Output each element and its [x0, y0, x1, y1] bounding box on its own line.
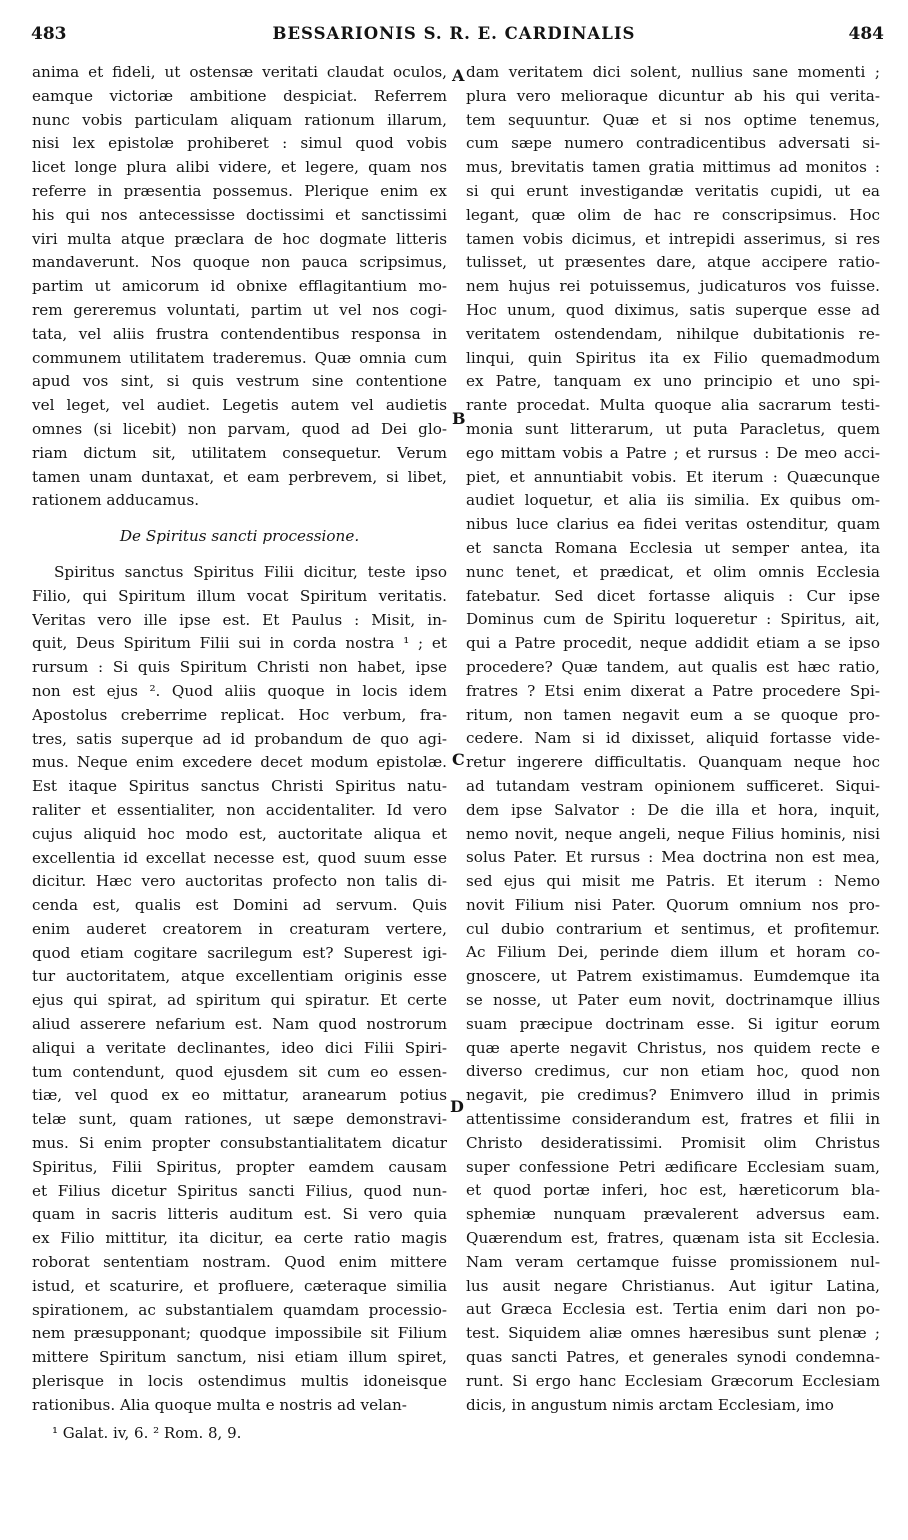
text-line: retur ingerere difficultatis. Quanquam neque hoc — [466, 753, 880, 772]
text-line: cenda est, qualis est Domini ad servum. Quis — [32, 896, 447, 915]
text-line: tamen unam duntaxat, et eam perbrevem, si libet, — [32, 467, 447, 486]
text-line: raliter et essentialiter, non accidentaliter. Id vero — [32, 800, 447, 819]
text-line: audiet loquetur, et alia iis similia. Ex quibus om- — [466, 491, 880, 510]
text-line: qui a Patre procedit, neque addidit etiam a se ipso — [466, 634, 880, 653]
text-line: tulisset, ut præsentes dare, atque accipere ratio- — [466, 253, 880, 272]
text-line: tem sequuntur. Quæ et si nos optime tenemus, — [466, 110, 880, 129]
text-line: attentissime considerandum est, fratres et filii in — [466, 1110, 880, 1129]
text-line: Ac Filium Dei, perinde diem illum et horam co- — [466, 943, 880, 962]
text-line: fratres ? Etsi enim dixerat a Patre procedere Spi- — [466, 681, 880, 700]
text-line: linqui, quin Spiritus ita ex Filio quemadmodum — [466, 348, 880, 367]
text-line: rursum : Si quis Spiritum Christi non habet, ipse — [32, 658, 447, 677]
text-line: referre in præsentia possemus. Plerique enim ex — [32, 181, 447, 200]
text-line: Spiritus, Filii Spiritus, propter eamdem causam — [32, 1157, 447, 1176]
text-line: tum contendunt, quod ejusdem sit cum eo essen- — [32, 1062, 447, 1081]
text-line: Christo desideratissimi. Promisit olim Christus — [466, 1133, 880, 1152]
text-line: aliqui a veritate declinantes, ideo dici Filii Spiri- — [32, 1038, 447, 1057]
right-page-number: 484 — [848, 24, 884, 44]
text-line: roborat sententiam nostram. Quod enim mittere — [32, 1253, 447, 1272]
text-line: suam præcipue doctrinam esse. Si igitur eorum — [466, 1014, 880, 1033]
text-line: vel leget, vel audiet. Legetis autem vel audietis — [32, 396, 447, 415]
text-line: eamque victoriæ ambitione despiciat. Referrem — [32, 86, 447, 105]
text-line: quas sancti Patres, et generales synodi condemna- — [466, 1348, 880, 1367]
text-line: et quod portæ inferi, hoc est, hæreticorum bla- — [466, 1181, 880, 1200]
text-line: quæ aperte negavit Christus, nos quidem recte e — [466, 1038, 880, 1057]
text-line: ego mittam vobis a Patre ; et rursus : De meo acci- — [466, 443, 880, 462]
text-line: et sancta Romana Ecclesia ut semper antea, ita — [466, 538, 880, 557]
margin-marker-d: D — [450, 1097, 464, 1116]
text-line — [32, 549, 447, 561]
text-line: quod etiam cogitare sacrilegum est? Superest igi- — [32, 943, 447, 962]
text-line: ad tutandam vestram opinionem sufficeret. Siqui- — [466, 776, 880, 795]
text-line: dem ipse Salvator : De die illa et hora, inquit, — [466, 800, 880, 819]
text-line: enim auderet creatorem in creaturam vertere, — [32, 919, 447, 938]
text-line: Hoc unum, quod diximus, satis superque esse ad — [466, 300, 880, 319]
text-line: communem utilitatem traderemus. Quæ omnia cum — [32, 348, 447, 367]
text-line: veritatem ostendendam, nihilque dubitationis re- — [466, 324, 880, 343]
text-line: nemo novit, neque angeli, neque Filius hominis, nisi — [466, 824, 880, 843]
text-line: his qui nos antecessisse doctissimi et sanctissimi — [32, 205, 447, 224]
text-line: omnes (si licebit) non parvam, quod ad Dei glo- — [32, 419, 447, 438]
text-line: Filio, qui Spiritum illum vocat Spiritum veritatis. — [32, 586, 447, 605]
text-line: ex Filio mittitur, ita dicitur, ea certe ratio magis — [32, 1229, 447, 1248]
text-line: aut Græca Ecclesia est. Tertia enim dari non po- — [466, 1300, 880, 1319]
text-line: Veritas vero ille ipse est. Et Paulus : Misit, in- — [32, 610, 447, 629]
running-title: BESSARIONIS S. R. E. CARDINALIS — [272, 24, 636, 43]
text-line: ex Patre, tanquam ex uno principio et uno spi- — [466, 372, 880, 391]
text-line: cedere. Nam si id dixisset, aliquid fortasse vide- — [466, 729, 880, 748]
text-line: anima et fideli, ut ostensæ veritati claudat oculos, — [32, 63, 447, 81]
text-line: tiæ, vel quod ex eo mittatur, aranearum potius — [32, 1086, 447, 1105]
text-line: cum sæpe numero contradicentibus adversati si- — [466, 134, 880, 153]
text-line: nem præsupponant; quodque impossibile sit Filium — [32, 1324, 447, 1343]
text-line: Nam veram certamque fuisse promissionem nul- — [466, 1252, 880, 1271]
text-line: plerisque in locis ostendimus multis idoneisque — [32, 1372, 447, 1391]
text-line: nunc vobis particulam aliquam rationum illarum, — [32, 110, 447, 129]
text-line: test. Siquidem aliæ omnes hæresibus sunt plenæ ; — [466, 1324, 880, 1343]
text-line: solus Pater. Et rursus : Mea doctrina non est mea, — [466, 848, 880, 867]
text-line: mus, brevitatis tamen gratia mittimus ad monitos : — [466, 158, 880, 177]
text-line: tres, satis superque ad id probandum de quo agi- — [32, 729, 447, 748]
text-line: monia sunt litterarum, ut puta Paracletus, quem — [466, 419, 880, 438]
text-line: rationibus. Alia quoque multa e nostris ad velan- — [32, 1395, 407, 1414]
text-line: diverso credimus, cur non etiam hoc, quod non — [466, 1062, 880, 1081]
right-column — [466, 61, 880, 1417]
text-line: ejus qui spirat, ad spiritum qui spiratur. Et certe — [32, 991, 447, 1010]
text-line: plura vero melioraque dicuntur ab his qui verita- — [466, 86, 880, 105]
text-line: super confessione Petri ædificare Ecclesiam suam, — [466, 1157, 880, 1176]
margin-marker-b: B — [452, 409, 466, 428]
text-line: rationem adducamus. — [32, 491, 200, 510]
text-line: Apostolus creberrime replicat. Hoc verbum, fra- — [32, 705, 447, 724]
text-line: piet, et annuntiabit vobis. Et iterum : Quæcunque — [466, 467, 880, 486]
text-line: dicis, in angustum nimis arctam Ecclesiam, imo — [466, 1395, 834, 1414]
text-line: Dominus cum de Spiritu loqueretur : Spiritus, ait, — [466, 610, 880, 629]
text-line: Spiritus sanctus Spiritus Filii dicitur, teste ipso — [54, 562, 447, 581]
text-line: istud, et scaturire, et profluere, cæteraque similia — [32, 1276, 447, 1295]
text-line: nisi lex epistolæ prohiberet : simul quod vobis — [32, 134, 447, 153]
text-line: fatebatur. Sed dicet fortasse aliquis : Cur ipse — [466, 586, 880, 605]
text-line: sphemiæ nunquam prævalerent adversus eam. — [466, 1205, 880, 1224]
text-line: dicitur. Hæc vero auctoritas profecto non talis di- — [32, 872, 447, 891]
text-line: runt. Si ergo hanc Ecclesiam Græcorum Ecclesiam — [466, 1371, 880, 1390]
text-line: Est itaque Spiritus sanctus Christi Spiritus natu- — [32, 777, 447, 796]
text-line: dam veritatem dici solent, nullius sane momenti ; — [466, 63, 880, 81]
text-line: tata, vel aliis frustra contendentibus responsa in — [32, 324, 447, 343]
text-line: ritum, non tamen negavit eum a se quoque pro- — [466, 705, 880, 724]
text-line: nem hujus rei potuissemus, judicaturos vos fuisse. — [466, 277, 880, 296]
text-line: quam in sacris litteris auditum est. Si vero quia — [32, 1205, 447, 1224]
text-line: De Spiritus sancti processione. — [119, 527, 360, 546]
margin-marker-a: A — [452, 66, 465, 85]
text-line: rante procedat. Multa quoque alia sacrarum testi- — [466, 396, 880, 415]
text-line: excellentia id excellat necesse est, quod suum esse — [32, 848, 447, 867]
text-line: tamen vobis dicimus, et intrepidi asserimus, si res — [466, 229, 880, 248]
text-line: aliud asserere nefarium est. Nam quod nostrorum — [32, 1015, 447, 1034]
text-line: tur auctoritatem, atque excellentiam originis esse — [32, 967, 447, 986]
text-line: sed ejus qui misit me Patris. Et iterum : Nemo — [466, 872, 880, 891]
text-line: nibus luce clarius ea fidei veritas ostenditur, quam — [466, 515, 880, 534]
text-line: partim ut amicorum id obnixe efflagitantium mo- — [32, 277, 447, 296]
text-line: si qui erunt investigandæ veritatis cupidi, ut ea — [466, 181, 880, 200]
footnote: ¹ Galat. iv, 6. ² Rom. 8, 9. — [52, 1424, 242, 1442]
text-line: cul dubio contrarium et sentimus, et profitemur. — [466, 919, 880, 938]
text-line: mittere Spiritum sanctum, nisi etiam illum spiret, — [32, 1348, 447, 1367]
margin-marker-c: C — [452, 750, 465, 769]
text-line: se nosse, ut Pater eum novit, doctrinamque illius — [466, 991, 880, 1010]
text-line: cujus aliquid hoc modo est, auctoritate aliqua et — [32, 824, 447, 843]
text-line: quit, Deus Spiritum Filii sui in corda nostra ¹ ; et — [32, 634, 447, 653]
text-line: riam dictum sit, utilitatem consequetur. Verum — [32, 443, 447, 462]
text-line: et Filius dicetur Spiritus sancti Filius, quod nun- — [32, 1181, 447, 1200]
text-line: lus ausit negare Christianus. Aut igitur Latina, — [466, 1276, 880, 1295]
text-line: non est ejus ². Quod aliis quoque in locis idem — [32, 681, 447, 700]
text-line: telæ sunt, quam rationes, ut sæpe demonstravi- — [32, 1110, 447, 1129]
text-line: gnoscere, ut Patrem existimamus. Eumdemque ita — [466, 967, 880, 986]
text-line: mus. Si enim propter consubstantialitatem dicatur — [32, 1134, 447, 1153]
text-line: mandaverunt. Nos quoque non pauca scripsimus, — [32, 253, 447, 272]
text-line: legant, quæ olim de hac re conscripsimus. Hoc — [466, 205, 880, 224]
text-line — [32, 513, 447, 525]
text-line: novit Filium nisi Pater. Quorum omnium nos pro- — [466, 895, 880, 914]
text-line: negavit, pie credimus? Enimvero illud in primis — [466, 1086, 880, 1105]
text-line: viri multa atque præclara de hoc dogmate litteris — [32, 229, 447, 248]
text-line: licet longe plura alibi videre, et legere, quam nos — [32, 158, 447, 177]
text-line: mus. Neque enim excedere decet modum epistolæ. — [32, 753, 447, 772]
text-line: Quærendum est, fratres, quænam ista sit Ecclesia. — [466, 1229, 880, 1248]
text-line: rem gereremus voluntati, partim ut vel nos cogi- — [32, 300, 447, 319]
left-column — [32, 61, 447, 1418]
text-line: procedere? Quæ tandem, aut qualis est hæc ratio, — [466, 657, 880, 676]
left-page-number: 483 — [31, 24, 67, 44]
text-line: spirationem, ac substantialem quamdam processio- — [32, 1300, 447, 1319]
text-line: apud vos sint, si quis vestrum sine contentione — [32, 372, 447, 391]
text-line: nunc tenet, et prædicat, et olim omnis Ecclesia — [466, 562, 880, 581]
